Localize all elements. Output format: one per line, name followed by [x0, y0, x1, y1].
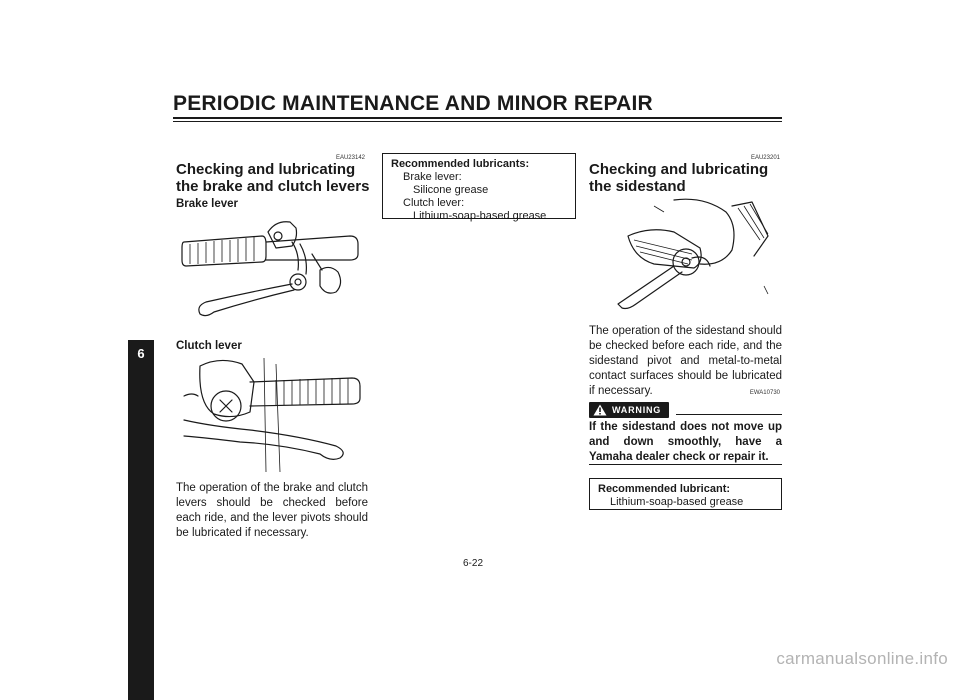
- clutch-lever-illustration: [180, 356, 366, 474]
- sidestand-lubricant-title: Recommended lubricant:: [598, 483, 731, 495]
- brake-lever-lubricant-label: Brake lever:: [403, 171, 462, 183]
- brake-lever-label: Brake lever: [176, 198, 239, 210]
- clutch-lever-lubricant-value: Lithium-soap-based grease: [413, 210, 547, 222]
- sidestand-illustration: [614, 196, 770, 314]
- warning-bottom-rule: [589, 464, 782, 465]
- warning-triangle-icon: [593, 404, 607, 416]
- page-number: 6-22: [463, 558, 484, 569]
- warning-code: EWA10730: [749, 390, 780, 396]
- section-heading-sidestand: Checking and lubricating the sidestand: [589, 161, 769, 195]
- watermark: carmanualsonline.info: [776, 649, 948, 668]
- brake-lever-illustration: [180, 214, 366, 322]
- lubricants-title: Recommended lubricants:: [391, 158, 530, 170]
- clutch-lever-label: Clutch lever: [176, 340, 242, 352]
- recommended-lubricants-box: [382, 153, 576, 222]
- brake-lever-lubricant-value: Silicone grease: [413, 184, 489, 196]
- section-heading-levers: Checking and lubricating the brake and clutch levers: [176, 161, 370, 195]
- warning-label: WARNING: [612, 405, 662, 415]
- header-rule-thin: [173, 121, 782, 122]
- warning-top-rule: [676, 414, 782, 415]
- header-rule: [173, 117, 782, 119]
- chapter-number: 6: [137, 346, 145, 361]
- section-code-sidestand: EAU23201: [750, 155, 780, 161]
- sidestand-body-text: The operation of the sidestand should be checked before each ride, and the sidestand pivot and metal-to-metal contact surfaces should be lubricated if necessary.: [589, 325, 782, 397]
- sidestand-lubricant-value: Lithium-soap-based grease: [610, 496, 744, 508]
- recommended-lubricant-box: [589, 478, 782, 510]
- section-code-levers: EAU23142: [335, 155, 365, 161]
- levers-body-text: The operation of the brake and clutch levers should be checked before each ride, and the lever pivots should be lubricated if necessary.: [176, 482, 368, 539]
- chapter-tab: [128, 340, 154, 700]
- page-header-title: PERIODIC MAINTENANCE AND MINOR REPAIR: [173, 92, 653, 115]
- clutch-lever-lubricant-label: Clutch lever:: [403, 197, 465, 209]
- warning-text: If the sidestand does not move up and down smoothly, have a Yamaha dealer check or repair it.: [589, 421, 782, 463]
- warning-badge: [589, 402, 669, 421]
